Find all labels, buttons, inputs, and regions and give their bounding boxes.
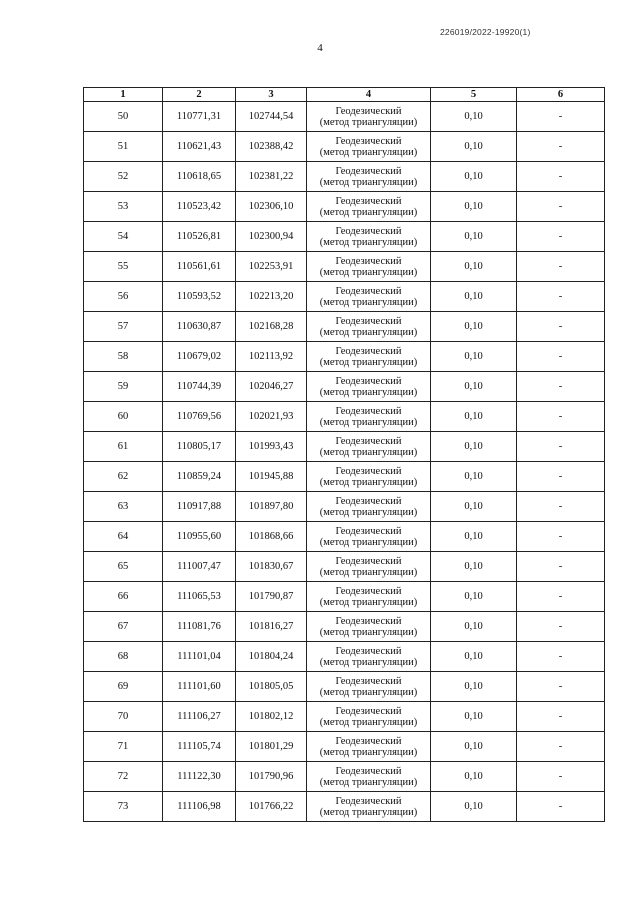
description-cell: - [517, 582, 605, 612]
accuracy-cell: 0,10 [431, 762, 517, 792]
table-row [84, 252, 605, 282]
method-detail: (метод триангуляции) [319, 296, 418, 308]
table-row [84, 462, 605, 492]
page-number: 4 [317, 42, 323, 54]
accuracy-cell: 0,10 [431, 552, 517, 582]
x-coordinate-cell: 110523,42 [163, 192, 236, 222]
column-header: 4 [307, 88, 431, 102]
description-cell: - [517, 492, 605, 522]
method-detail: (метод триангуляции) [319, 716, 418, 728]
method-name: Геодезический [335, 525, 402, 537]
y-coordinate-cell: 102168,28 [236, 312, 307, 342]
table-row [84, 162, 605, 192]
method-cell [307, 102, 431, 132]
y-coordinate-cell: 101790,87 [236, 582, 307, 612]
x-coordinate-cell: 110593,52 [163, 282, 236, 312]
y-coordinate-cell: 101945,88 [236, 462, 307, 492]
description-cell: - [517, 432, 605, 462]
method-name: Геодезический [335, 615, 402, 627]
x-coordinate-cell: 111007,47 [163, 552, 236, 582]
description-cell: - [517, 672, 605, 702]
method-detail: (метод триангуляции) [319, 146, 418, 158]
column-header: 1 [84, 88, 163, 102]
accuracy-cell: 0,10 [431, 192, 517, 222]
method-detail: (метод триангуляции) [319, 746, 418, 758]
y-coordinate-cell: 102381,22 [236, 162, 307, 192]
x-coordinate-cell: 111106,98 [163, 792, 236, 822]
method-detail: (метод триангуляции) [319, 686, 418, 698]
accuracy-cell: 0,10 [431, 432, 517, 462]
method-name: Геодезический [335, 435, 402, 447]
x-coordinate-cell: 110744,39 [163, 372, 236, 402]
method-name: Геодезический [335, 195, 402, 207]
method-detail: (метод триангуляции) [319, 446, 418, 458]
table-row [84, 192, 605, 222]
method-cell [307, 252, 431, 282]
table-row [84, 732, 605, 762]
point-number-cell: 58 [84, 342, 163, 372]
method-cell [307, 552, 431, 582]
point-number-cell: 65 [84, 552, 163, 582]
x-coordinate-cell: 110769,56 [163, 402, 236, 432]
column-header: 2 [163, 88, 236, 102]
accuracy-cell: 0,10 [431, 792, 517, 822]
method-cell [307, 672, 431, 702]
point-number-cell: 57 [84, 312, 163, 342]
y-coordinate-cell: 102253,91 [236, 252, 307, 282]
y-coordinate-cell: 102300,94 [236, 222, 307, 252]
y-coordinate-cell: 101766,22 [236, 792, 307, 822]
x-coordinate-cell: 110621,43 [163, 132, 236, 162]
description-cell: - [517, 222, 605, 252]
point-number-cell: 69 [84, 672, 163, 702]
table-row [84, 102, 605, 132]
y-coordinate-cell: 102213,20 [236, 282, 307, 312]
x-coordinate-cell: 110955,60 [163, 522, 236, 552]
table-row [84, 282, 605, 312]
accuracy-cell: 0,10 [431, 582, 517, 612]
x-coordinate-cell: 111105,74 [163, 732, 236, 762]
point-number-cell: 63 [84, 492, 163, 522]
point-number-cell: 71 [84, 732, 163, 762]
description-cell: - [517, 792, 605, 822]
table-header-row [84, 88, 605, 102]
method-cell [307, 132, 431, 162]
table-row [84, 792, 605, 822]
point-number-cell: 70 [84, 702, 163, 732]
point-number-cell: 53 [84, 192, 163, 222]
x-coordinate-cell: 110526,81 [163, 222, 236, 252]
table-body [84, 102, 605, 822]
method-detail: (метод триангуляции) [319, 206, 418, 218]
method-cell [307, 222, 431, 252]
method-cell [307, 792, 431, 822]
accuracy-cell: 0,10 [431, 642, 517, 672]
method-cell [307, 432, 431, 462]
y-coordinate-cell: 102021,93 [236, 402, 307, 432]
accuracy-cell: 0,10 [431, 462, 517, 492]
y-coordinate-cell: 101816,27 [236, 612, 307, 642]
table-row [84, 582, 605, 612]
description-cell: - [517, 372, 605, 402]
method-detail: (метод триангуляции) [319, 356, 418, 368]
table-row [84, 492, 605, 522]
method-name: Геодезический [335, 555, 402, 567]
method-detail: (метод триангуляции) [319, 626, 418, 638]
method-name: Геодезический [335, 405, 402, 417]
description-cell: - [517, 762, 605, 792]
point-number-cell: 56 [84, 282, 163, 312]
method-cell [307, 192, 431, 222]
method-detail: (метод триангуляции) [319, 656, 418, 668]
method-cell [307, 492, 431, 522]
accuracy-cell: 0,10 [431, 162, 517, 192]
method-name: Геодезический [335, 705, 402, 717]
x-coordinate-cell: 110805,17 [163, 432, 236, 462]
y-coordinate-cell: 101868,66 [236, 522, 307, 552]
method-name: Геодезический [335, 585, 402, 597]
x-coordinate-cell: 111101,04 [163, 642, 236, 672]
column-header: 3 [236, 88, 307, 102]
method-detail: (метод триангуляции) [319, 266, 418, 278]
y-coordinate-cell: 101993,43 [236, 432, 307, 462]
method-name: Геодезический [335, 465, 402, 477]
description-cell: - [517, 282, 605, 312]
method-detail: (метод триангуляции) [319, 176, 418, 188]
x-coordinate-cell: 110630,87 [163, 312, 236, 342]
method-cell [307, 582, 431, 612]
coordinates-table [83, 87, 605, 822]
y-coordinate-cell: 102306,10 [236, 192, 307, 222]
description-cell: - [517, 402, 605, 432]
description-cell: - [517, 522, 605, 552]
y-coordinate-cell: 101804,24 [236, 642, 307, 672]
method-detail: (метод триангуляции) [319, 386, 418, 398]
point-number-cell: 55 [84, 252, 163, 282]
document-id: 226019/2022-19920(1) [440, 27, 531, 37]
x-coordinate-cell: 111065,53 [163, 582, 236, 612]
point-number-cell: 64 [84, 522, 163, 552]
point-number-cell: 50 [84, 102, 163, 132]
table-row [84, 642, 605, 672]
method-detail: (метод триангуляции) [319, 326, 418, 338]
y-coordinate-cell: 102113,92 [236, 342, 307, 372]
x-coordinate-cell: 111081,76 [163, 612, 236, 642]
table-row [84, 372, 605, 402]
description-cell: - [517, 162, 605, 192]
table-row [84, 552, 605, 582]
y-coordinate-cell: 101802,12 [236, 702, 307, 732]
accuracy-cell: 0,10 [431, 252, 517, 282]
y-coordinate-cell: 101801,29 [236, 732, 307, 762]
method-detail: (метод триангуляции) [319, 806, 418, 818]
method-detail: (метод триангуляции) [319, 536, 418, 548]
accuracy-cell: 0,10 [431, 702, 517, 732]
method-name: Геодезический [335, 105, 402, 117]
x-coordinate-cell: 110561,61 [163, 252, 236, 282]
table-row [84, 702, 605, 732]
description-cell: - [517, 552, 605, 582]
y-coordinate-cell: 101790,96 [236, 762, 307, 792]
method-cell [307, 702, 431, 732]
description-cell: - [517, 702, 605, 732]
method-detail: (метод триангуляции) [319, 416, 418, 428]
method-cell [307, 612, 431, 642]
point-number-cell: 68 [84, 642, 163, 672]
x-coordinate-cell: 111101,60 [163, 672, 236, 702]
description-cell: - [517, 102, 605, 132]
point-number-cell: 51 [84, 132, 163, 162]
method-name: Геодезический [335, 795, 402, 807]
y-coordinate-cell: 101830,67 [236, 552, 307, 582]
accuracy-cell: 0,10 [431, 312, 517, 342]
description-cell: - [517, 612, 605, 642]
method-cell [307, 522, 431, 552]
method-cell [307, 762, 431, 792]
point-number-cell: 59 [84, 372, 163, 402]
point-number-cell: 52 [84, 162, 163, 192]
method-cell [307, 282, 431, 312]
table-row [84, 522, 605, 552]
x-coordinate-cell: 110917,88 [163, 492, 236, 522]
accuracy-cell: 0,10 [431, 672, 517, 702]
accuracy-cell: 0,10 [431, 522, 517, 552]
x-coordinate-cell: 111106,27 [163, 702, 236, 732]
y-coordinate-cell: 102388,42 [236, 132, 307, 162]
accuracy-cell: 0,10 [431, 282, 517, 312]
method-name: Геодезический [335, 165, 402, 177]
method-name: Геодезический [335, 735, 402, 747]
description-cell: - [517, 732, 605, 762]
accuracy-cell: 0,10 [431, 342, 517, 372]
method-detail: (метод триангуляции) [319, 236, 418, 248]
method-cell [307, 312, 431, 342]
x-coordinate-cell: 110618,65 [163, 162, 236, 192]
description-cell: - [517, 342, 605, 372]
description-cell: - [517, 312, 605, 342]
accuracy-cell: 0,10 [431, 492, 517, 522]
method-cell [307, 342, 431, 372]
method-detail: (метод триангуляции) [319, 596, 418, 608]
y-coordinate-cell: 102744,54 [236, 102, 307, 132]
x-coordinate-cell: 111122,30 [163, 762, 236, 792]
accuracy-cell: 0,10 [431, 132, 517, 162]
point-number-cell: 61 [84, 432, 163, 462]
method-name: Геодезический [335, 495, 402, 507]
x-coordinate-cell: 110771,31 [163, 102, 236, 132]
accuracy-cell: 0,10 [431, 222, 517, 252]
method-cell [307, 732, 431, 762]
description-cell: - [517, 132, 605, 162]
x-coordinate-cell: 110859,24 [163, 462, 236, 492]
accuracy-cell: 0,10 [431, 612, 517, 642]
method-name: Геодезический [335, 765, 402, 777]
column-header: 6 [517, 88, 605, 102]
point-number-cell: 67 [84, 612, 163, 642]
accuracy-cell: 0,10 [431, 372, 517, 402]
table-row [84, 222, 605, 252]
description-cell: - [517, 252, 605, 282]
method-cell [307, 642, 431, 672]
method-detail: (метод триангуляции) [319, 116, 418, 128]
table-row [84, 402, 605, 432]
method-detail: (метод триангуляции) [319, 476, 418, 488]
accuracy-cell: 0,10 [431, 402, 517, 432]
accuracy-cell: 0,10 [431, 102, 517, 132]
method-cell [307, 462, 431, 492]
table-row [84, 762, 605, 792]
column-header: 5 [431, 88, 517, 102]
description-cell: - [517, 462, 605, 492]
method-name: Геодезический [335, 645, 402, 657]
point-number-cell: 66 [84, 582, 163, 612]
point-number-cell: 54 [84, 222, 163, 252]
method-detail: (метод триангуляции) [319, 776, 418, 788]
description-cell: - [517, 192, 605, 222]
method-cell [307, 162, 431, 192]
description-cell: - [517, 642, 605, 672]
table-row [84, 612, 605, 642]
table-row [84, 132, 605, 162]
method-name: Геодезический [335, 675, 402, 687]
method-cell [307, 372, 431, 402]
method-name: Геодезический [335, 135, 402, 147]
y-coordinate-cell: 101897,80 [236, 492, 307, 522]
table-row [84, 342, 605, 372]
point-number-cell: 60 [84, 402, 163, 432]
point-number-cell: 72 [84, 762, 163, 792]
method-detail: (метод триангуляции) [319, 566, 418, 578]
y-coordinate-cell: 101805,05 [236, 672, 307, 702]
method-name: Геодезический [335, 375, 402, 387]
method-name: Геодезический [335, 285, 402, 297]
point-number-cell: 73 [84, 792, 163, 822]
table-row [84, 312, 605, 342]
method-name: Геодезический [335, 315, 402, 327]
accuracy-cell: 0,10 [431, 732, 517, 762]
method-cell [307, 402, 431, 432]
point-number-cell: 62 [84, 462, 163, 492]
y-coordinate-cell: 102046,27 [236, 372, 307, 402]
method-detail: (метод триангуляции) [319, 506, 418, 518]
method-name: Геодезический [335, 225, 402, 237]
method-name: Геодезический [335, 345, 402, 357]
table-row [84, 432, 605, 462]
table-row [84, 672, 605, 702]
x-coordinate-cell: 110679,02 [163, 342, 236, 372]
method-name: Геодезический [335, 255, 402, 267]
